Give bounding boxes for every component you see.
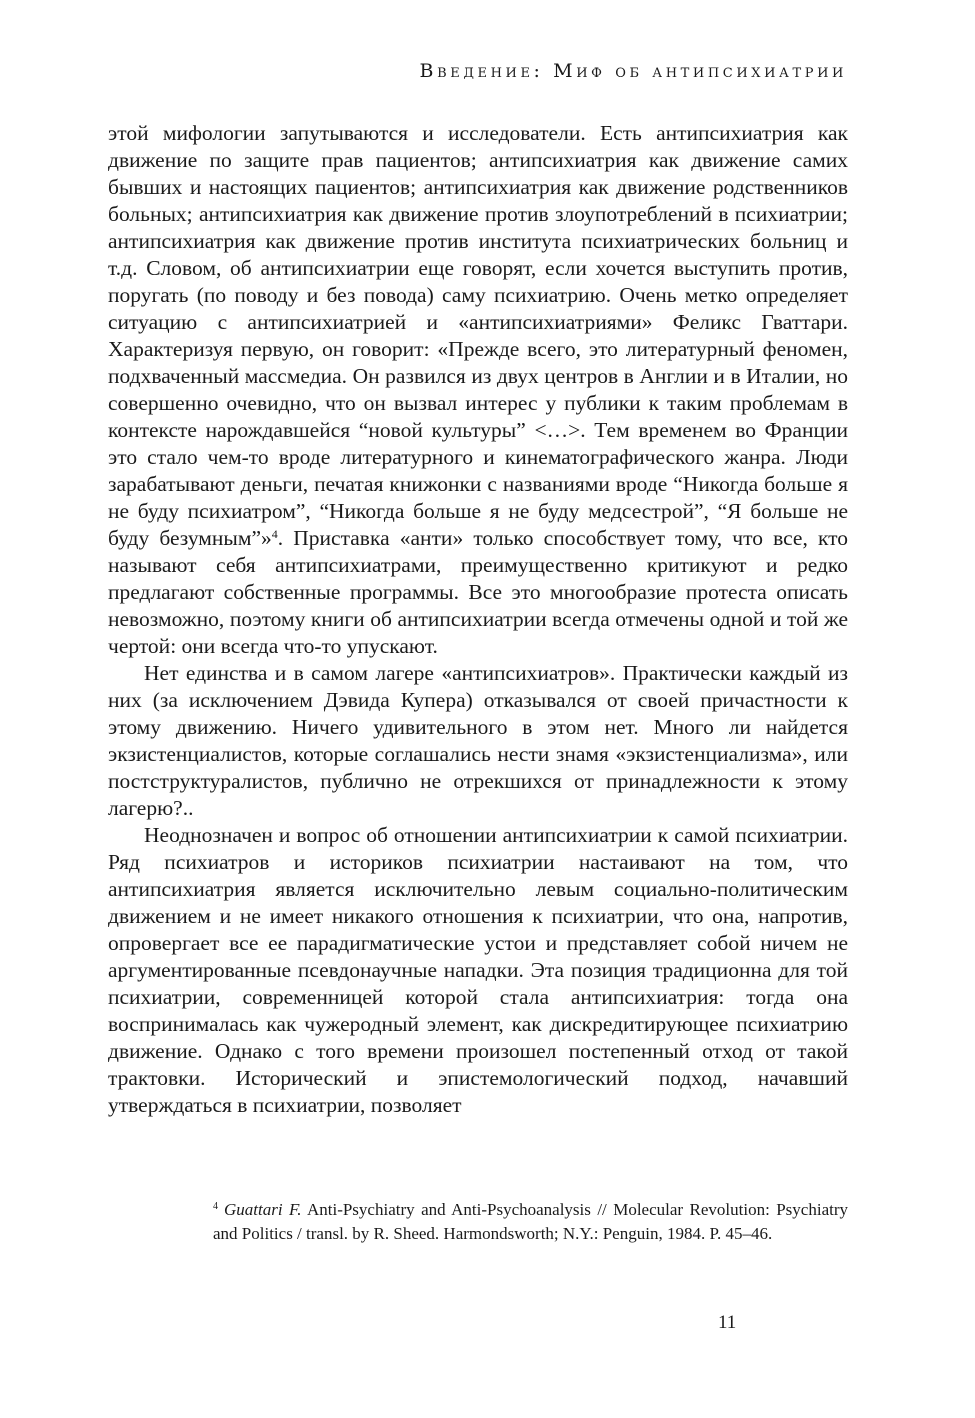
footnote [213,1198,848,1246]
footnote-ref-4[interactable]: 4 [271,527,278,541]
paragraph-1-text: этой мифологии запутываются и исследователи. Есть антипсихиатрия как движение по защите прав пациентов; антипсихиатрия как движение самих бывших и настоящих пациентов; антипсихиатрия как движение родственников больных; антипсихиатрия как движение против злоупотреблений в психиатрии; антипсихиатрия как движение против института психиатрических больниц и т.д. Словом, об антипсихиатрии еще говорят, если хочется выступить против, поругать (по поводу и без повода) саму психиатрию. Очень метко определяет ситуацию с антипсихиатрией и «антипсихиатриями» Феликс Гваттари. Характеризуя первую, он говорит: «Прежде всего, это литературный феномен, подхваченный массмедиа. Он развился из двух центров в Англии и в Италии, но совершенно очевидно, что он вызвал интерес у публики к таким проблемам в контексте нарождавшейся “новой культуры” <…>. Тем временем во Франции это стало чем-то вроде литературного и кинематографического жанра. Люди зарабатывают деньги, печатая книжонки с названиями вроде “Никогда больше я не буду психиатром”, “Никогда больше я не буду медсестрой”, “Я больше не буду безумным”» [108,121,848,550]
paragraph-3: Неоднозначен и вопрос об отношении антипсихиатрии к самой психиатрии. Ряд психиатров и историков психиатрии настаивают на том, что антипсихиатрия является исключительно левым социально-политическим движением и не имеет никакого отношения к психиатрии, что она, напротив, опровергает все ее парадигматические устои и представляет собой ничем не аргументированные псевдонаучные нападки. Эта позиция традиционна для той психиатрии, современницей которой стала антипсихиатрия: тогда она воспринималась как чужеродный элемент, как дискредитирующее психиатрию движение. Однако с того времени произошел постепенный отход от такой трактовки. Исторический и эпистемологический подход, начавший утверждаться в психиатрии, позволяет [108,823,848,1117]
running-head: Введение: Миф об антипсихиатрии [419,60,847,82]
body-text [108,120,848,1119]
paragraph-2: Нет единства и в самом лагере «антипсихиатров». Практически каждый из них (за исключением Дэвида Купера) отказывался от своей причастности к этому движению. Ничего удивительного в этом нет. Много ли найдется экзистенциалистов, которые соглашались нести знамя «экзистенциализма», или постструктуралистов, публично не отрекшихся от принадлежности к этому лагерю?.. [108,661,848,820]
footnote-author: Guattari F. [224,1200,302,1219]
footnote-text: Anti-Psychiatry and Anti-Psychoanalysis // Molecular Revolution: Psychiatry and Politics / transl. by R. Sheed. Harmondsworth; N.Y.: Penguin, 1984. P. 45–46. [213,1200,848,1243]
page-number: 11 [718,1312,737,1333]
footnote-number: 4 [213,1201,218,1212]
paragraph-1-text-cont: . Приставка «анти» только способствует тому, что все, кто называют себя антипсихиатрами, преимущественно критикуют и редко предлагают собственные программы. Все это многообразие протеста описать невозможно, поэтому книги об антипсихиатрии всегда отмечены одной и той же чертой: они всегда что-то упускают. [108,526,848,658]
paragraph-1 [108,120,848,660]
